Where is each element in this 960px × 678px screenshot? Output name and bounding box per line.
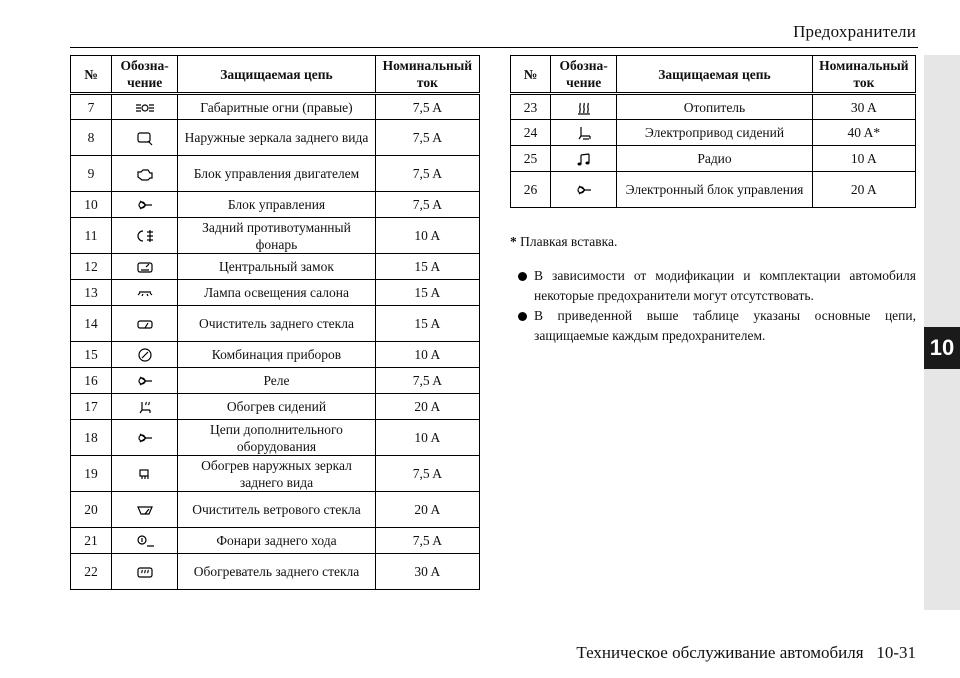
rear-fog-light-icon: [134, 228, 156, 244]
fuse-row: [511, 94, 916, 120]
fuse-circuit: Комбинация приборов: [178, 342, 375, 368]
footnote-marker: *: [510, 234, 517, 249]
fuse-table-right: [510, 55, 916, 208]
header-number: №: [71, 56, 112, 94]
fuse-number: 20: [71, 492, 112, 528]
fuse-number: 24: [511, 120, 551, 146]
fuse-circuit: Реле: [178, 368, 375, 394]
interior-light-icon: [134, 285, 156, 301]
relay-icon: [134, 373, 156, 389]
fuse-circuit: Задний противотуманный фонарь: [178, 218, 375, 254]
fuse-rating: 10 A: [812, 146, 915, 172]
fuse-rating: 7,5 A: [375, 156, 479, 192]
fuse-number: 11: [71, 218, 112, 254]
fuse-row: [71, 120, 480, 156]
fuse-symbol-cell: [112, 528, 178, 554]
fuse-circuit: Лампа освещения салона: [178, 280, 375, 306]
fuse-symbol-cell: [112, 120, 178, 156]
fuse-row: [71, 254, 480, 280]
fuse-number: 18: [71, 420, 112, 456]
note-item: [518, 306, 916, 346]
fuse-number: 15: [71, 342, 112, 368]
fuse-rating: 20 A: [812, 172, 915, 208]
heater-icon: [573, 100, 595, 116]
fuse-symbol-cell: [112, 306, 178, 342]
fuse-symbol-cell: [112, 554, 178, 590]
fuse-symbol-cell: [112, 254, 178, 280]
door-mirror-icon: [134, 130, 156, 146]
parking-lights-icon: [134, 100, 156, 116]
fuse-number: 10: [71, 192, 112, 218]
fuse-circuit: Электронный блок управления: [617, 172, 812, 208]
fuse-number: 14: [71, 306, 112, 342]
fuse-circuit: Электропривод сидений: [617, 120, 812, 146]
fuse-table-left-body: [71, 94, 480, 590]
fuse-row: [71, 554, 480, 590]
fuse-number: 25: [511, 146, 551, 172]
fuse-row: [71, 528, 480, 554]
fuse-number: 9: [71, 156, 112, 192]
fuse-rating: 20 A: [375, 394, 479, 420]
footnote: [510, 234, 617, 250]
windshield-wiper-icon: [134, 502, 156, 518]
header-rating: Номинальный ток: [375, 56, 479, 94]
fuse-number: 19: [71, 456, 112, 492]
fuse-number: 26: [511, 172, 551, 208]
chapter-tab: 10: [924, 327, 960, 369]
fuse-symbol-cell: [112, 342, 178, 368]
fuse-number: 22: [71, 554, 112, 590]
fuse-row: [511, 146, 916, 172]
fuse-number: 23: [511, 94, 551, 120]
fuse-rating: 40 A*: [812, 120, 915, 146]
accessory-circuit-icon: [134, 430, 156, 446]
fuse-symbol-cell: [112, 218, 178, 254]
fuse-circuit: Отопитель: [617, 94, 812, 120]
fuse-circuit: Фонари заднего хода: [178, 528, 375, 554]
instrument-cluster-icon: [134, 347, 156, 363]
fuse-rating: 10 A: [375, 218, 479, 254]
engine-control-icon: [134, 166, 156, 182]
fuse-rating: 15 A: [375, 280, 479, 306]
fuse-symbol-cell: [112, 94, 178, 120]
fuse-symbol-cell: [551, 120, 617, 146]
fuse-row: [71, 156, 480, 192]
fuse-circuit: Наружные зеркала заднего вида: [178, 120, 375, 156]
fuse-rating: 7,5 A: [375, 456, 479, 492]
footnote-text: Плавкая вставка.: [520, 234, 618, 249]
bullet-icon: [518, 312, 527, 321]
bullet-icon: [518, 272, 527, 281]
fuse-row: [511, 120, 916, 146]
fuse-row: [71, 492, 480, 528]
fuse-rating: 15 A: [375, 306, 479, 342]
fuse-symbol-cell: [112, 456, 178, 492]
fuse-circuit: Центральный замок: [178, 254, 375, 280]
fuse-row: [71, 218, 480, 254]
control-unit-icon: [134, 197, 156, 213]
notes-list: [518, 266, 916, 346]
fuse-row: [71, 280, 480, 306]
note-text: В приведенной выше таблице указаны основные цепи, защищаемые каждым предохранителем.: [534, 308, 916, 343]
fuse-row: [71, 420, 480, 456]
fuse-number: 8: [71, 120, 112, 156]
header-rating: Номинальный ток: [812, 56, 915, 94]
header-number: №: [511, 56, 551, 94]
header-rule: [70, 47, 918, 48]
fuse-circuit: Очиститель ветрового стекла: [178, 492, 375, 528]
fuse-circuit: Очиститель заднего стекла: [178, 306, 375, 342]
fuse-row: [71, 192, 480, 218]
electronic-control-unit-icon: [573, 182, 595, 198]
fuse-rating: 30 A: [375, 554, 479, 590]
fuse-table-right-body: [511, 94, 916, 208]
fuse-table-left: [70, 55, 480, 590]
fuse-rating: 10 A: [375, 342, 479, 368]
fuse-rating: 20 A: [375, 492, 479, 528]
rear-defogger-icon: [134, 564, 156, 580]
header-symbol: Обозна- чение: [551, 56, 617, 94]
fuse-row: [71, 394, 480, 420]
fuse-rating: 7,5 A: [375, 94, 479, 120]
fuse-symbol-cell: [112, 156, 178, 192]
fuse-symbol-cell: [112, 280, 178, 306]
header-circuit: Защищаемая цепь: [178, 56, 375, 94]
fuse-symbol-cell: [551, 146, 617, 172]
fuse-symbol-cell: [112, 368, 178, 394]
header-circuit: Защищаемая цепь: [617, 56, 812, 94]
fuse-symbol-cell: [112, 394, 178, 420]
fuse-circuit: Обогреватель заднего стекла: [178, 554, 375, 590]
mirror-heater-icon: [134, 466, 156, 482]
fuse-symbol-cell: [551, 172, 617, 208]
fuse-symbol-cell: [112, 420, 178, 456]
fuse-rating: 30 A: [812, 94, 915, 120]
fuse-rating: 7,5 A: [375, 368, 479, 394]
section-title: Предохранители: [793, 22, 916, 41]
power-seat-icon: [573, 125, 595, 141]
fuse-symbol-cell: [112, 192, 178, 218]
note-text: В зависимости от модификации и комплектации автомобиля некоторые предохранители могут отсутствовать.: [534, 268, 916, 303]
fuse-row: [71, 306, 480, 342]
reversing-light-icon: [134, 533, 156, 549]
fuse-row: [511, 172, 916, 208]
fuse-circuit: Блок управления: [178, 192, 375, 218]
fuse-symbol-cell: [112, 492, 178, 528]
page-number: 10-31: [876, 643, 916, 662]
fuse-number: 13: [71, 280, 112, 306]
fuse-row: [71, 94, 480, 120]
fuse-number: 16: [71, 368, 112, 394]
fuse-rating: 15 A: [375, 254, 479, 280]
fuse-symbol-cell: [551, 94, 617, 120]
page-footer: [576, 643, 916, 663]
fuse-circuit: Обогрев сидений: [178, 394, 375, 420]
fuse-circuit: Радио: [617, 146, 812, 172]
fuse-rating: 7,5 A: [375, 528, 479, 554]
fuse-row: [71, 368, 480, 394]
fuse-number: 21: [71, 528, 112, 554]
fuse-number: 12: [71, 254, 112, 280]
note-item: [518, 266, 916, 306]
fuse-rating: 7,5 A: [375, 120, 479, 156]
fuse-circuit: Цепи дополнительного оборудования: [178, 420, 375, 456]
footer-chapter-name: Техническое обслуживание автомобиля: [576, 643, 864, 662]
seat-heater-icon: [134, 399, 156, 415]
fuse-circuit: Обогрев наружных зеркал заднего вида: [178, 456, 375, 492]
header-symbol: Обозна- чение: [112, 56, 178, 94]
fuse-number: 17: [71, 394, 112, 420]
central-lock-icon: [134, 259, 156, 275]
fuse-number: 7: [71, 94, 112, 120]
fuse-rating: 7,5 A: [375, 192, 479, 218]
fuse-row: [71, 342, 480, 368]
rear-wiper-icon: [134, 316, 156, 332]
fuse-circuit: Блок управления двигателем: [178, 156, 375, 192]
fuse-row: [71, 456, 480, 492]
fuse-circuit: Габаритные огни (правые): [178, 94, 375, 120]
radio-icon: [573, 151, 595, 167]
fuse-rating: 10 A: [375, 420, 479, 456]
